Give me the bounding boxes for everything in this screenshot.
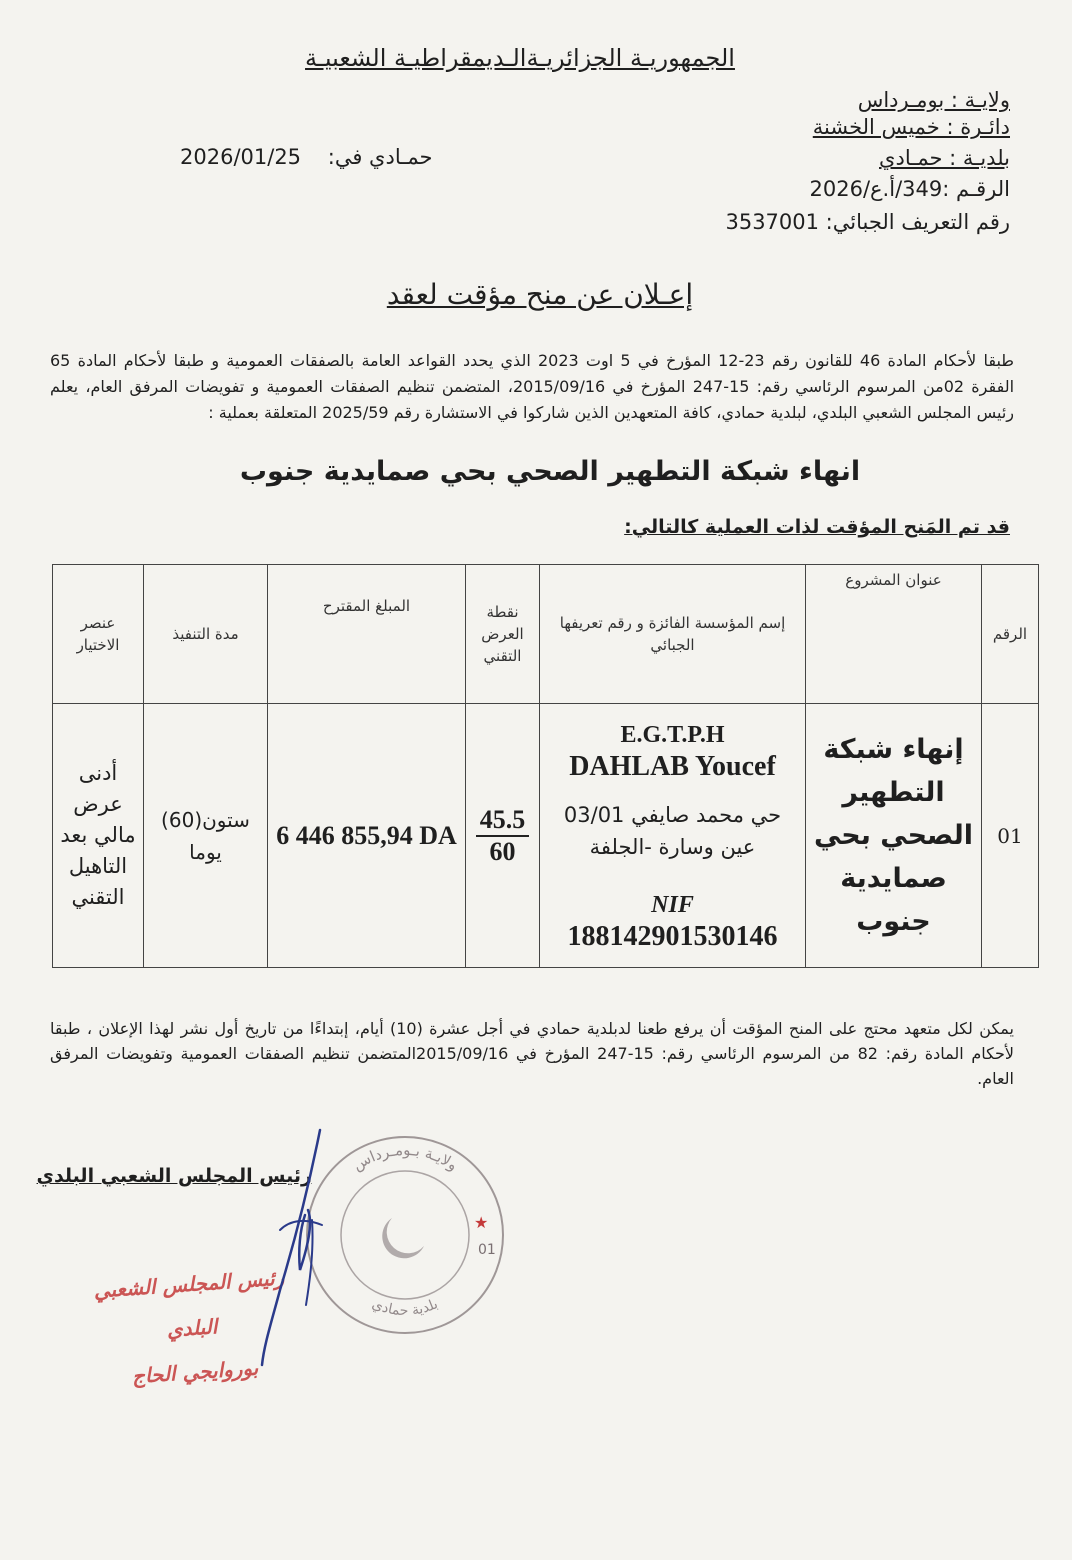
row-project: إنهاء شبكة التطهير الصحي بحي صمايدية جنوب: [806, 704, 982, 968]
appeal-paragraph: يمكن لكل متعهد محتج على المنح المؤقت أن يرفع طعنا لدبلدية حمادي في أجل عشرة (10) أيام، إبتداءًا من تاريخ أول نشر لهذا الإعلان ، طبقا لأحكام المادة رقم: 82 من المرسوم الرئاسي رقم: 15-247 المؤرخ في 2015/09/16المتضمن تنظيم الصفقات العمومية وتفويضات المرفق العام.: [50, 1019, 1015, 1088]
row-company: [540, 704, 806, 968]
commune-line: بلديـة : حمـادي: [879, 146, 1010, 170]
notice-title: إعـلان عن منح مؤقت لعقد: [386, 278, 694, 311]
row-number: 01: [982, 704, 1039, 968]
header-duration: مدة التنفيذ: [144, 565, 268, 704]
company-short-name: E.G.T.P.H: [620, 721, 725, 748]
company-name: DAHLAB Youcef: [569, 750, 776, 782]
stamp-name: بوروايجي الحاج: [131, 1355, 259, 1389]
header-criterion: عنصر الاختيار: [53, 565, 144, 704]
score-max: 60: [489, 836, 516, 866]
row-criterion: أدنى عرض مالي بعد التاهيل التقني: [53, 704, 144, 968]
crescent-emblem: [382, 1218, 424, 1258]
header-company: إسم المؤسسة الفائزة و رقم تعريفها الجبائي: [540, 565, 806, 704]
legal-paragraph: طبقا لأحكام المادة 46 للقانون رقم 23-12 المؤرخ في 5 اوت 2023 الذي يحدد القواعد العامة بالصفقات العمومية و طبقا لأحكام المادة 65 الفقرة 02من المرسوم الرئاسي رقم: 15-247 المؤرخ في 2015/09/16، المتضمن تنظيم الصفقات العمومية و تفويضات المرفق العام، يعلم رئيس المجلس الشعبي البلدي، لبلدية حمادي، كافة المتعهدين الذين شاركوا في الاستشارة رقم 2025/59 المتعلقة بعملية :: [50, 351, 1015, 422]
score-value: 45.5: [476, 805, 530, 837]
date-line: [180, 145, 433, 169]
date-prefix: حمـادي في:: [327, 145, 433, 169]
nif-value: 188142901530146: [567, 920, 778, 952]
tax-id-line: رقم التعريف الجبائي: 3537001: [725, 210, 1010, 234]
nif-label: NIF: [651, 891, 694, 918]
reference-number: الرقـم :349/أ.ع/2026: [809, 177, 1010, 201]
seal-number: 01: [478, 1242, 496, 1258]
daira-line: دائـرة : خميس الخشنة: [812, 115, 1010, 139]
company-address: حي محمد صايفي 03/01 عين وسارة -الجلفة: [563, 802, 782, 859]
header-num: الرقم: [982, 565, 1039, 704]
seal-bottom-text: بلدية حمادي: [369, 1296, 441, 1320]
header-amount: المبلغ المقترح: [268, 565, 466, 704]
republic-header: الجمهوريـة الجزائريـةالـديمقراطيـة الشعبيـة: [305, 44, 735, 72]
row-duration: ستون(60) يوما: [144, 704, 268, 968]
seal-star-icon: ★: [474, 1213, 489, 1232]
header-project: عنوان المشروع: [806, 565, 982, 704]
table-header-row: [53, 565, 1039, 704]
stamp-title: رئيس المجلس الشعبي البلدي: [92, 1265, 285, 1342]
seal-top-text: ولايـة بـومـرداس: [349, 1140, 462, 1175]
signatory-title: رئيس المجلس الشعبي البلدي: [36, 1165, 312, 1187]
project-title: انهاء شبكة التطهير الصحي بحي صمايدية جنوب: [239, 456, 861, 487]
date-value: 2026/01/25: [180, 145, 302, 169]
row-amount: 6 446 855,94 DA: [268, 704, 466, 968]
award-intro: قد تم المَنح المؤقت لذات العملية كالتالي:: [624, 516, 1010, 538]
award-table: [52, 564, 1039, 968]
header-score: نقطة العرض التقني: [466, 565, 540, 704]
table-row: [53, 704, 1039, 968]
handwritten-signature: [250, 1120, 360, 1370]
row-score: [466, 704, 540, 968]
wilaya-line: ولايـة : بومـرداس: [857, 88, 1010, 112]
